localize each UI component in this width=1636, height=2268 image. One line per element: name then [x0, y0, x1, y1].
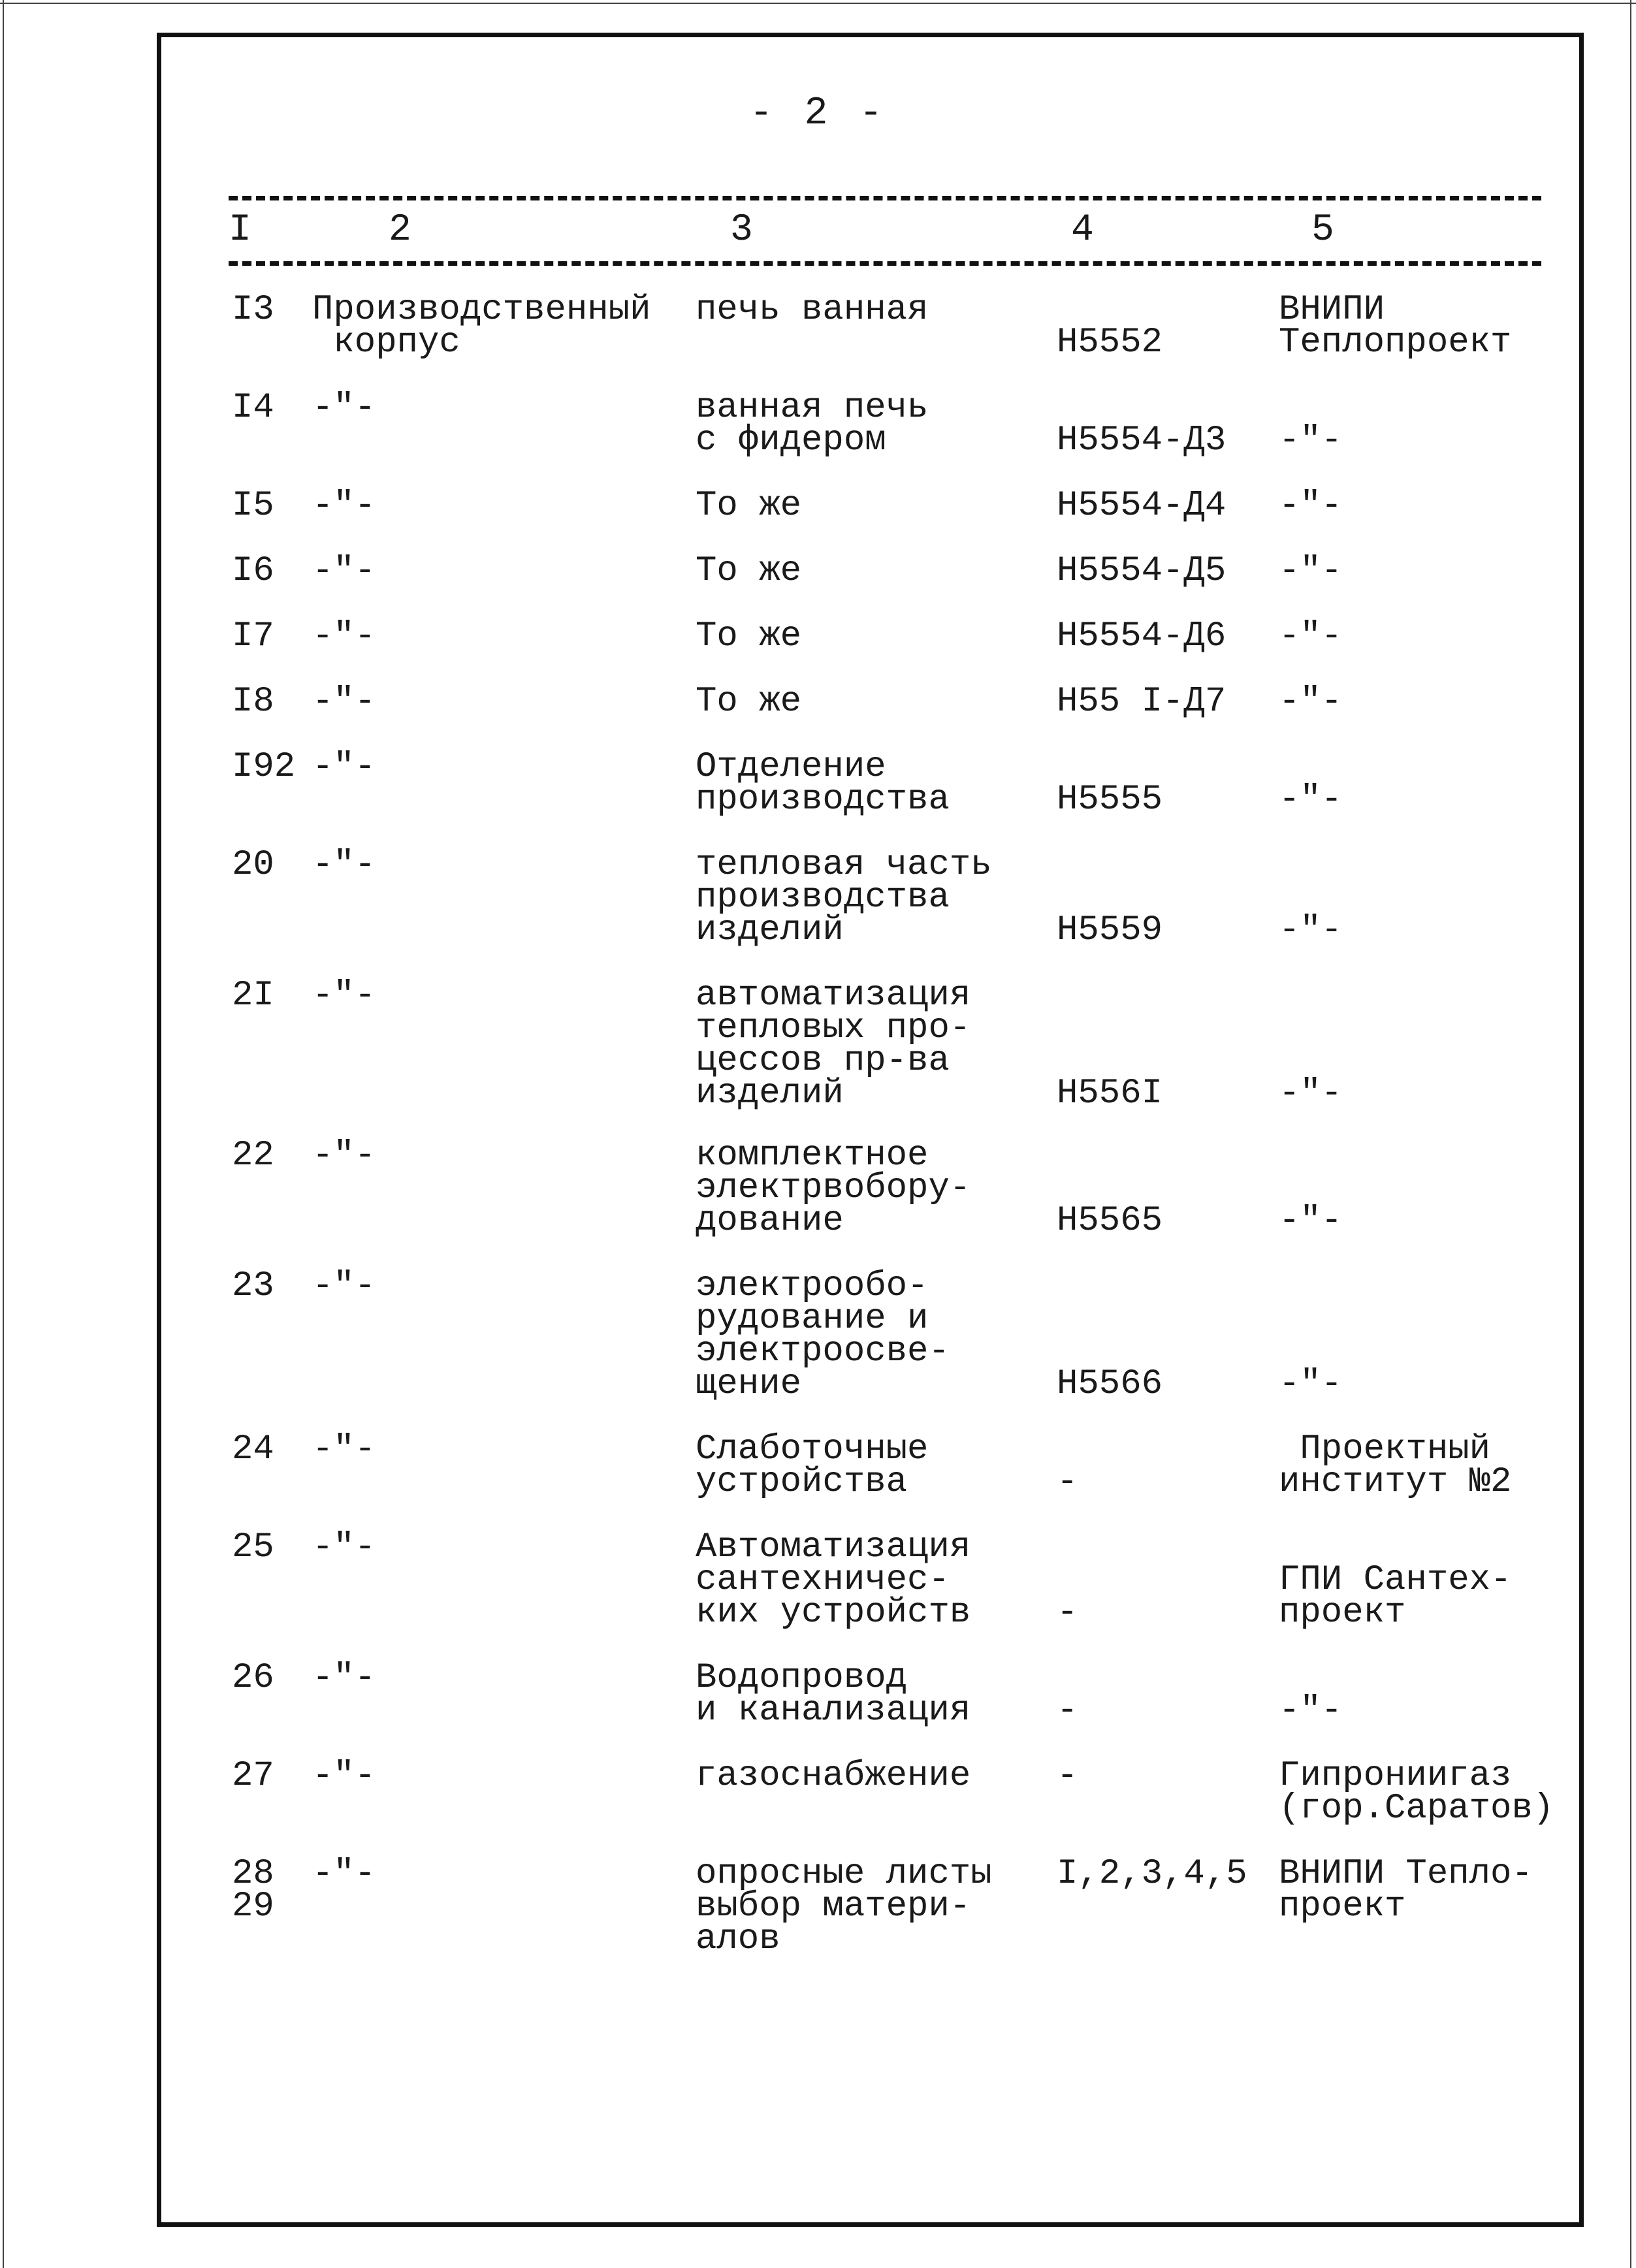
row-code: Н5554-Д4 — [1057, 486, 1227, 526]
row-organization: -"- — [1279, 551, 1343, 591]
row-organization: ВНИПИ Тепло- проект — [1279, 1854, 1533, 1926]
row-description: То же — [696, 486, 802, 526]
row-description: Автоматизация сантехничес- ких устройств — [696, 1527, 971, 1633]
row-organization: ВНИПИ Теплопроект — [1279, 290, 1512, 362]
row-code: Н55 I-Д7 — [1057, 682, 1227, 722]
row-object-name: -"- — [312, 1756, 376, 1796]
row-organization: -"- — [1279, 1074, 1343, 1113]
row-organization: -"- — [1279, 1364, 1343, 1404]
row-organization: -"- — [1279, 421, 1343, 460]
row-object-name: -"- — [312, 1527, 376, 1567]
row-description: электрообо- рудование и электроосве- щение — [696, 1266, 950, 1404]
row-code: Н5559 — [1057, 910, 1163, 950]
row-object-name: -"- — [312, 486, 376, 526]
row-code: Н5566 — [1057, 1364, 1163, 1404]
row-object-name: -"- — [312, 388, 376, 428]
row-object-name: -"- — [312, 682, 376, 722]
row-organization: ГПИ Сантех- проект — [1279, 1560, 1512, 1633]
row-organization: -"- — [1279, 616, 1343, 656]
row-number: I7 — [232, 616, 274, 656]
row-code: I,2,3,4,5 — [1057, 1854, 1247, 1894]
row-object-name: -"- — [312, 1429, 376, 1469]
row-number: I8 — [232, 682, 274, 722]
row-object-name: -"- — [312, 1854, 376, 1894]
col-header-1: I — [229, 209, 251, 251]
row-organization: -"- — [1279, 1201, 1343, 1241]
row-organization: -"- — [1279, 682, 1343, 722]
row-organization: -"- — [1279, 1691, 1343, 1731]
row-description: Отделение производства — [696, 747, 950, 820]
row-object-name: Производственный корпус — [312, 290, 651, 362]
row-code: - — [1057, 1462, 1078, 1502]
row-code: Н5565 — [1057, 1201, 1163, 1241]
row-organization: -"- — [1279, 780, 1343, 820]
row-number: 24 — [232, 1429, 274, 1469]
row-object-name: -"- — [312, 616, 376, 656]
row-object-name: -"- — [312, 976, 376, 1015]
row-code: Н5554-Д5 — [1057, 551, 1227, 591]
row-organization: -"- — [1279, 486, 1343, 526]
row-object-name: -"- — [312, 551, 376, 591]
row-description: То же — [696, 616, 802, 656]
row-code: Н5555 — [1057, 780, 1163, 820]
row-number: I92 — [232, 747, 296, 787]
row-number: 25 — [232, 1527, 274, 1567]
row-code: Н556I — [1057, 1074, 1163, 1113]
row-description: тепловая часть производства изделий — [696, 845, 992, 950]
row-number: 23 — [232, 1266, 274, 1306]
row-code: Н5554-Д6 — [1057, 616, 1227, 656]
row-object-name: -"- — [312, 845, 376, 885]
row-number: 26 — [232, 1658, 274, 1698]
row-number: 22 — [232, 1136, 274, 1175]
row-object-name: -"- — [312, 747, 376, 787]
row-code: Н5554-Д3 — [1057, 421, 1227, 460]
row-number: I5 — [232, 486, 274, 526]
row-description: ванная печь с фидером — [696, 388, 929, 460]
row-description: печь ванная — [696, 290, 929, 330]
row-description: То же — [696, 682, 802, 722]
col-header-4: 4 — [1071, 209, 1094, 251]
row-number: I3 — [232, 290, 274, 330]
row-organization: Гипрониигаз (гор.Саратов) — [1279, 1756, 1554, 1829]
row-organization: Проектный институт №2 — [1279, 1429, 1512, 1502]
row-number: 20 — [232, 845, 274, 885]
row-description: опросные листы выбор матери- алов — [696, 1854, 992, 1959]
row-description: газоснабжение — [696, 1756, 971, 1796]
row-number: 2I — [232, 976, 274, 1015]
row-description: Слаботочные устройства — [696, 1429, 929, 1502]
col-header-5: 5 — [1311, 209, 1334, 251]
row-code: Н5552 — [1057, 323, 1163, 362]
page-number: - 2 - — [749, 91, 887, 136]
row-code: - — [1057, 1756, 1078, 1796]
row-number: I4 — [232, 388, 274, 428]
row-description: автоматизация тепловых про- цессов пр-ва изделий — [696, 976, 971, 1113]
row-organization: -"- — [1279, 910, 1343, 950]
row-object-name: -"- — [312, 1136, 376, 1175]
row-code: - — [1057, 1691, 1078, 1731]
row-number: 28 29 — [232, 1854, 274, 1926]
row-object-name: -"- — [312, 1658, 376, 1698]
row-description: То же — [696, 551, 802, 591]
col-header-3: 3 — [730, 209, 753, 251]
row-object-name: -"- — [312, 1266, 376, 1306]
row-number: 27 — [232, 1756, 274, 1796]
col-header-2: 2 — [389, 209, 411, 251]
row-number: I6 — [232, 551, 274, 591]
row-code: - — [1057, 1593, 1078, 1633]
row-description: комплектное электрвобору- дование — [696, 1136, 971, 1241]
row-description: Водопровод и канализация — [696, 1658, 971, 1731]
